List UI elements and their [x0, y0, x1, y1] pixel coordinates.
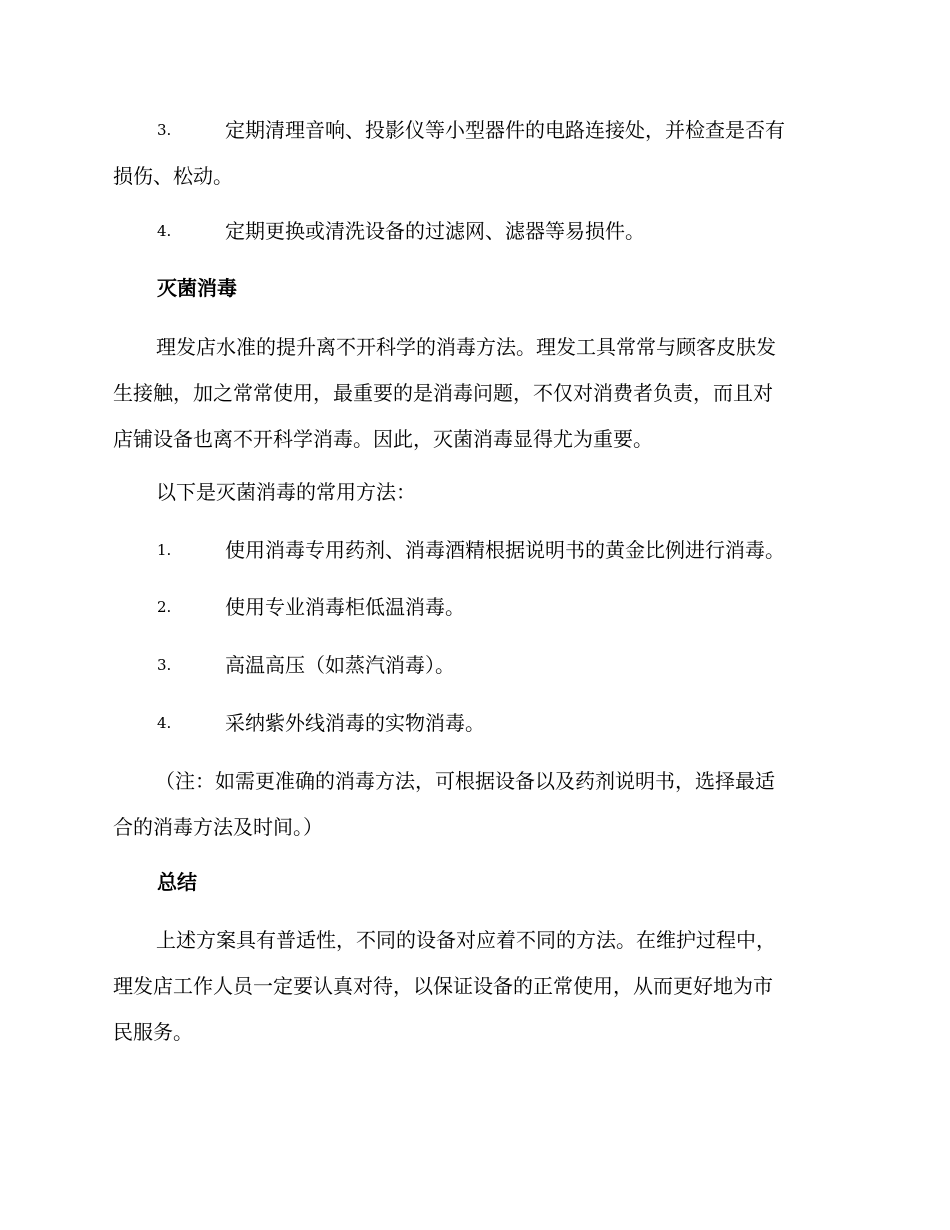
- list-item: [113, 217, 833, 246]
- paragraph-line: 上述方案具有普适性，不同的设备对应着不同的方法。在维护过程中，: [156, 928, 776, 952]
- list-item-text-continued: 损伤、松动。: [113, 164, 233, 188]
- section-heading-sterilization: 灭菌消毒: [157, 276, 237, 300]
- list-number: 4.: [157, 222, 172, 240]
- paragraph-line: 理发店工作人员一定要认真对待，以保证设备的正常使用，从而更好地为市: [113, 974, 773, 998]
- paragraph-line: 合的消毒方法及时间。）: [113, 815, 323, 839]
- paragraph-line: （注：如需更准确的消毒方法，可根据设备以及药剂说明书，选择最适: [155, 769, 775, 793]
- list-item-text: 定期清理音响、投影仪等小型器件的电路连接处，并检查是否有: [225, 118, 785, 142]
- list-number: 2.: [157, 598, 172, 616]
- list-number: 3.: [157, 121, 172, 139]
- list-number: 4.: [157, 714, 172, 732]
- list-item-text: 采纳紫外线消毒的实物消毒。: [225, 711, 485, 735]
- list-item: [113, 536, 833, 565]
- summary-paragraph: [113, 926, 833, 1047]
- list-item: [113, 116, 833, 191]
- paragraph-line: 生接触，加之常常使用，最重要的是消毒问题，不仅对消费者负责，而且对: [113, 381, 773, 405]
- list-item: [113, 651, 833, 680]
- sterilization-intro-paragraph: [113, 333, 833, 454]
- paragraph-line: 理发店水准的提升离不开科学的消毒方法。理发工具常常与顾客皮肤发: [156, 335, 776, 359]
- methods-intro: [113, 478, 833, 507]
- paragraph-line: 以下是灭菌消毒的常用方法：: [156, 480, 416, 504]
- note-paragraph: [113, 767, 833, 842]
- list-item-text: 高温高压（如蒸汽消毒）。: [225, 653, 455, 677]
- list-item-text: 定期更换或清洗设备的过滤网、滤器等易损件。: [225, 219, 645, 243]
- section-heading-summary: 总结: [157, 870, 197, 894]
- list-item: [113, 593, 833, 622]
- paragraph-line: 店铺设备也离不开科学消毒。因此，灭菌消毒显得尤为重要。: [113, 427, 653, 451]
- list-number: 3.: [157, 656, 172, 674]
- paragraph-line: 民服务。: [113, 1020, 193, 1044]
- list-number: 1.: [157, 541, 172, 559]
- list-item: [113, 709, 833, 738]
- list-item-text: 使用消毒专用药剂、消毒酒精根据说明书的黄金比例进行消毒。: [225, 538, 785, 562]
- list-item-text: 使用专业消毒柜低温消毒。: [225, 595, 465, 619]
